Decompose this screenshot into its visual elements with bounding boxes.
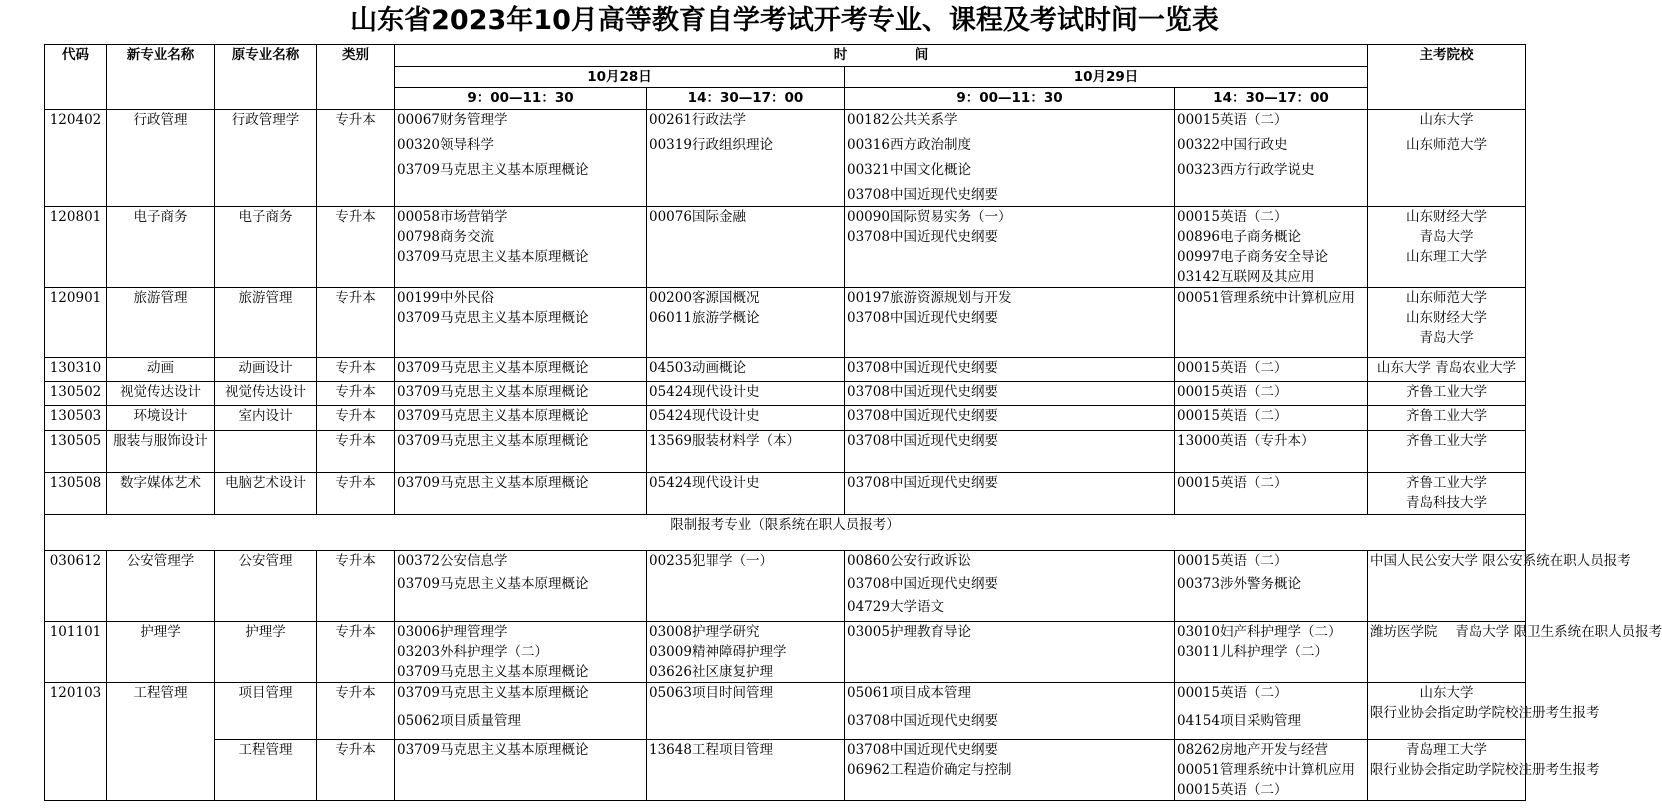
courses-oct28-am-line: 03203外科护理学（二） (397, 644, 548, 660)
courses-oct29-pm-line: 00051管理系统中计算机应用 (1177, 290, 1355, 306)
courses-oct28-am (395, 406, 647, 431)
courses-oct28-am (395, 207, 647, 288)
courses-oct29-am-line: 03708中国近现代史纲要 (847, 408, 998, 424)
major-category: 专升本 (317, 207, 395, 288)
courses-oct29-am-line: 03708中国近现代史纲要 (847, 742, 998, 758)
exam-school (1368, 406, 1526, 431)
major-code: 130503 (45, 406, 107, 431)
courses-oct29-pm (1175, 431, 1368, 473)
new-major-name: 视觉传达设计 (107, 382, 215, 406)
courses-oct28-pm (647, 740, 845, 801)
courses-oct29-am (845, 382, 1175, 406)
table-row (45, 358, 1526, 382)
new-major-name: 服装与服饰设计 (107, 431, 215, 473)
courses-oct29-pm-line: 03142互联网及其应用 (1177, 269, 1315, 285)
courses-oct28-am-line: 00372公安信息学 (397, 553, 508, 569)
courses-oct28-am (395, 382, 647, 406)
exam-school-line: 限行业协会指定助学院校注册考生报考 (1370, 705, 1600, 721)
major-code: 120103 (45, 683, 107, 801)
courses-oct29-am (845, 431, 1175, 473)
courses-oct28-am (395, 473, 647, 515)
courses-oct28-pm (647, 110, 845, 207)
exam-school-line: 山东财经大学 (1406, 209, 1487, 225)
courses-oct29-am-line: 00321中国文化概论 (847, 162, 971, 178)
courses-oct29-pm-line: 00015英语（二） (1177, 475, 1288, 491)
old-major-name: 护理学 (215, 622, 317, 683)
major-category: 专升本 (317, 622, 395, 683)
courses-oct29-pm-line: 08262房地产开发与经营 (1177, 742, 1328, 758)
old-major-name: 旅游管理 (215, 288, 317, 358)
courses-oct28-am-line: 05062项目质量管理 (397, 713, 521, 729)
major-category: 专升本 (317, 473, 395, 515)
courses-oct28-pm-line: 03008护理学研究 (649, 624, 760, 640)
exam-school (1368, 358, 1526, 382)
courses-oct28-am-line: 03709马克思主义基本原理概论 (397, 685, 589, 701)
major-category: 专升本 (317, 740, 395, 801)
courses-oct28-am (395, 551, 647, 622)
courses-oct29-am (845, 110, 1175, 207)
header-slot-day2-pm: 14：30—17：00 (1175, 88, 1368, 110)
courses-oct29-am-line: 03708中国近现代史纲要 (847, 475, 998, 491)
courses-oct29-pm-line: 00373涉外警务概论 (1177, 576, 1301, 592)
courses-oct29-pm (1175, 406, 1368, 431)
exam-school (1368, 382, 1526, 406)
courses-oct29-pm-line: 00322中国行政史 (1177, 137, 1288, 153)
exam-school-line: 齐鲁工业大学 (1406, 408, 1487, 424)
major-category: 专升本 (317, 288, 395, 358)
exam-school (1368, 110, 1526, 207)
courses-oct29-am-line: 03708中国近现代史纲要 (847, 229, 998, 245)
table-row (45, 110, 1526, 207)
courses-oct29-am (845, 622, 1175, 683)
exam-school (1368, 622, 1662, 683)
courses-oct28-pm-line: 03626社区康复护理 (649, 664, 773, 680)
courses-oct29-am-line: 03005护理教育导论 (847, 624, 971, 640)
new-major-name: 旅游管理 (107, 288, 215, 358)
old-major-name: 视觉传达设计 (215, 382, 317, 406)
exam-school-line: 山东师范大学 (1406, 137, 1487, 153)
courses-oct28-pm-line: 05424现代设计史 (649, 475, 760, 491)
courses-oct29-pm-line: 00997电子商务安全导论 (1177, 249, 1328, 265)
courses-oct28-am-line: 03709马克思主义基本原理概论 (397, 576, 589, 592)
restricted-section-title: 限制报考专业（限系统在职人员报考） (45, 515, 1526, 551)
courses-oct28-am-line: 03709马克思主义基本原理概论 (397, 664, 589, 680)
courses-oct29-pm-line: 00015英语（二） (1177, 360, 1288, 376)
courses-oct29-am-line: 03708中国近现代史纲要 (847, 384, 998, 400)
courses-oct29-pm-line: 04154项目采购管理 (1177, 713, 1301, 729)
courses-oct28-pm-line: 00076国际金融 (649, 209, 746, 225)
header-slot-day2-am: 9：00—11：30 (845, 88, 1175, 110)
courses-oct28-am (395, 740, 647, 801)
table-row (45, 740, 1526, 801)
exam-school-line: 山东财经大学 (1406, 310, 1487, 326)
courses-oct28-pm-line: 06011旅游学概论 (649, 310, 760, 326)
courses-oct28-am (395, 288, 647, 358)
courses-oct28-am-line: 03709马克思主义基本原理概论 (397, 162, 589, 178)
header-slot-day1-am: 9：00—11：30 (395, 88, 647, 110)
courses-oct28-am-line: 03709马克思主义基本原理概论 (397, 384, 589, 400)
major-code: 030612 (45, 551, 107, 622)
courses-oct28-am (395, 431, 647, 473)
new-major-name: 环境设计 (107, 406, 215, 431)
table-row (45, 683, 1526, 740)
courses-oct28-pm-line: 04503动画概论 (649, 360, 746, 376)
courses-oct29-am-line: 06962工程造价确定与控制 (847, 762, 1012, 778)
courses-oct29-pm-line: 00051管理系统中计算机应用 (1177, 762, 1355, 778)
courses-oct28-pm-line: 00261行政法学 (649, 112, 746, 128)
courses-oct29-pm (1175, 622, 1368, 683)
courses-oct29-am (845, 740, 1175, 801)
courses-oct28-pm (647, 473, 845, 515)
table-row (45, 622, 1526, 683)
header-time: 时 间 (395, 45, 1368, 67)
exam-school (1368, 207, 1526, 288)
exam-school (1368, 683, 1600, 740)
exam-school (1368, 740, 1600, 801)
courses-oct29-am-line: 03708中国近现代史纲要 (847, 360, 998, 376)
courses-oct28-pm (647, 683, 845, 740)
old-major-name: 行政管理学 (215, 110, 317, 207)
courses-oct29-am-line: 03708中国近现代史纲要 (847, 310, 998, 326)
courses-oct29-pm-line: 00015英语（二） (1177, 112, 1288, 128)
new-major-name: 数字媒体艺术 (107, 473, 215, 515)
courses-oct28-am-line: 00199中外民俗 (397, 290, 494, 306)
courses-oct28-am-line: 00320领导科学 (397, 137, 494, 153)
courses-oct29-pm-line: 00015英语（二） (1177, 209, 1288, 225)
table-row (45, 382, 1526, 406)
courses-oct28-am-line: 00067财务管理学 (397, 112, 508, 128)
header-day-oct28: 10月28日 (395, 67, 845, 88)
exam-school-line: 山东理工大学 (1406, 249, 1487, 265)
exam-school-line: 中国人民公安大学 限公安系统在职人员报考 (1370, 553, 1631, 569)
courses-oct28-pm-line: 00235犯罪学（一） (649, 553, 773, 569)
courses-oct29-am-line: 00316西方政治制度 (847, 137, 971, 153)
courses-oct28-am-line: 03709马克思主义基本原理概论 (397, 433, 589, 449)
courses-oct28-pm (647, 207, 845, 288)
major-code: 120801 (45, 207, 107, 288)
courses-oct28-pm (647, 622, 845, 683)
table-row (45, 406, 1526, 431)
major-category: 专升本 (317, 406, 395, 431)
courses-oct29-am-line: 03708中国近现代史纲要 (847, 576, 998, 592)
courses-oct28-pm-line: 05424现代设计史 (649, 384, 760, 400)
exam-school-line: 潍坊医学院 青岛大学 限卫生系统在职人员报考 (1370, 624, 1662, 640)
header-category: 类别 (317, 45, 395, 110)
courses-oct29-pm-line: 00015英语（二） (1177, 553, 1288, 569)
exam-school-line: 青岛理工大学 (1406, 742, 1487, 758)
table-row (45, 207, 1526, 288)
courses-oct28-pm (647, 431, 845, 473)
courses-oct28-pm (647, 288, 845, 358)
major-code: 120402 (45, 110, 107, 207)
courses-oct28-am-line: 03006护理管理学 (397, 624, 508, 640)
exam-school-line: 青岛大学 (1419, 330, 1474, 346)
exam-school-line: 齐鲁工业大学 (1406, 475, 1487, 491)
courses-oct29-pm-line: 00015英语（二） (1177, 685, 1288, 701)
courses-oct28-am (395, 622, 647, 683)
header-new-major: 新专业名称 (107, 45, 215, 110)
courses-oct28-am-line: 00058市场营销学 (397, 209, 508, 225)
courses-oct28-pm (647, 551, 845, 622)
courses-oct28-pm (647, 406, 845, 431)
courses-oct29-pm (1175, 207, 1368, 288)
courses-oct29-am-line: 04729大学语文 (847, 599, 944, 615)
courses-oct29-pm (1175, 288, 1368, 358)
major-category: 专升本 (317, 551, 395, 622)
courses-oct29-am-line: 05061项目成本管理 (847, 685, 971, 701)
old-major-name: 电脑艺术设计 (215, 473, 317, 515)
header-day-oct29: 10月29日 (845, 67, 1368, 88)
major-code: 130310 (45, 358, 107, 382)
courses-oct29-pm (1175, 683, 1368, 740)
courses-oct29-pm (1175, 358, 1368, 382)
new-major-name: 护理学 (107, 622, 215, 683)
courses-oct28-pm-line: 03009精神障碍护理学 (649, 644, 787, 660)
major-code: 120901 (45, 288, 107, 358)
courses-oct28-pm (647, 358, 845, 382)
courses-oct28-am (395, 110, 647, 207)
courses-oct28-pm-line: 13569服装材料学（本） (649, 433, 800, 449)
courses-oct29-am-line: 00182公共关系学 (847, 112, 958, 128)
courses-oct29-am (845, 683, 1175, 740)
old-major-name: 电子商务 (215, 207, 317, 288)
courses-oct28-am-line: 03709马克思主义基本原理概论 (397, 310, 589, 326)
page-title: 山东省2023年10月高等教育自学考试开考专业、课程及考试时间一览表 (350, 5, 1219, 36)
courses-oct29-am-line: 03708中国近现代史纲要 (847, 433, 998, 449)
exam-schedule-table (44, 44, 1662, 801)
old-major-name: 项目管理 (215, 683, 317, 740)
courses-oct29-pm-line: 00896电子商务概论 (1177, 229, 1301, 245)
courses-oct29-pm (1175, 473, 1368, 515)
courses-oct28-am-line: 03709马克思主义基本原理概论 (397, 249, 589, 265)
table-row (45, 473, 1526, 515)
courses-oct29-am (845, 473, 1175, 515)
courses-oct29-am-line: 00090国际贸易实务（一） (847, 209, 1012, 225)
courses-oct28-pm-line: 05063项目时间管理 (649, 685, 773, 701)
exam-school (1368, 473, 1526, 515)
table-row (45, 288, 1526, 358)
courses-oct29-am (845, 207, 1175, 288)
major-category: 专升本 (317, 683, 395, 740)
courses-oct29-am (845, 406, 1175, 431)
exam-school-line: 山东师范大学 (1406, 290, 1487, 306)
courses-oct28-pm-line: 05424现代设计史 (649, 408, 760, 424)
exam-school-line: 限行业协会指定助学院校注册考生报考 (1370, 762, 1600, 778)
major-code: 130508 (45, 473, 107, 515)
courses-oct29-pm-line: 13000英语（专升本） (1177, 433, 1315, 449)
courses-oct29-am (845, 551, 1175, 622)
old-major-name: 公安管理 (215, 551, 317, 622)
courses-oct29-pm-line: 00015英语（二） (1177, 408, 1288, 424)
new-major-name: 工程管理 (107, 683, 215, 801)
new-major-name: 动画 (107, 358, 215, 382)
old-major-name: 动画设计 (215, 358, 317, 382)
courses-oct29-am-line: 00197旅游资源规划与开发 (847, 290, 1012, 306)
courses-oct28-pm-line: 13648工程项目管理 (649, 742, 773, 758)
table-row (45, 431, 1526, 473)
exam-school (1368, 551, 1631, 622)
header-slot-day1-pm: 14：30—17：00 (647, 88, 845, 110)
courses-oct29-am (845, 288, 1175, 358)
header-school: 主考院校 (1368, 45, 1526, 110)
major-code: 101101 (45, 622, 107, 683)
courses-oct29-am-line: 03708中国近现代史纲要 (847, 187, 998, 203)
courses-oct28-am (395, 683, 647, 740)
courses-oct28-am-line: 03709马克思主义基本原理概论 (397, 360, 589, 376)
exam-school (1368, 288, 1526, 358)
courses-oct28-pm (647, 382, 845, 406)
major-category: 专升本 (317, 431, 395, 473)
major-category: 专升本 (317, 110, 395, 207)
major-code: 130505 (45, 431, 107, 473)
courses-oct29-pm (1175, 551, 1368, 622)
courses-oct29-am-line: 03708中国近现代史纲要 (847, 713, 998, 729)
exam-school-line: 青岛科技大学 (1406, 495, 1487, 511)
header-code: 代码 (45, 45, 107, 110)
courses-oct29-pm-line: 00323西方行政学说史 (1177, 162, 1315, 178)
courses-oct28-am-line: 03709马克思主义基本原理概论 (397, 475, 589, 491)
courses-oct29-pm (1175, 740, 1368, 801)
old-major-name: 室内设计 (215, 406, 317, 431)
major-category: 专升本 (317, 358, 395, 382)
new-major-name: 电子商务 (107, 207, 215, 288)
new-major-name: 行政管理 (107, 110, 215, 207)
courses-oct28-am-line: 03709马克思主义基本原理概论 (397, 742, 589, 758)
major-category: 专升本 (317, 382, 395, 406)
major-code: 130502 (45, 382, 107, 406)
old-major-name: 工程管理 (215, 740, 317, 801)
courses-oct29-pm-line: 03011儿科护理学（二） (1177, 644, 1328, 660)
courses-oct29-am (845, 358, 1175, 382)
exam-school-line: 山东大学 (1419, 685, 1474, 701)
courses-oct28-am-line: 00798商务交流 (397, 229, 494, 245)
new-major-name: 公安管理学 (107, 551, 215, 622)
courses-oct29-pm-line: 00015英语（二） (1177, 782, 1288, 798)
courses-oct28-am (395, 358, 647, 382)
exam-school-line: 山东大学 (1419, 112, 1474, 128)
exam-school-line: 齐鲁工业大学 (1406, 433, 1487, 449)
courses-oct28-am-line: 03709马克思主义基本原理概论 (397, 408, 589, 424)
exam-school-line: 齐鲁工业大学 (1406, 384, 1487, 400)
courses-oct28-pm-line: 00319行政组织理论 (649, 137, 773, 153)
table-row (45, 551, 1526, 622)
courses-oct29-am-line: 00860公安行政诉讼 (847, 553, 971, 569)
exam-school (1368, 431, 1526, 473)
exam-school-line: 山东大学 青岛农业大学 (1376, 360, 1517, 376)
old-major-name (215, 431, 317, 473)
courses-oct28-pm-line: 00200客源国概况 (649, 290, 760, 306)
courses-oct29-pm-line: 03010妇产科护理学（二） (1177, 624, 1342, 640)
header-old-major: 原专业名称 (215, 45, 317, 110)
courses-oct29-pm (1175, 110, 1368, 207)
courses-oct29-pm-line: 00015英语（二） (1177, 384, 1288, 400)
exam-school-line: 青岛大学 (1419, 229, 1474, 245)
courses-oct29-pm (1175, 382, 1368, 406)
